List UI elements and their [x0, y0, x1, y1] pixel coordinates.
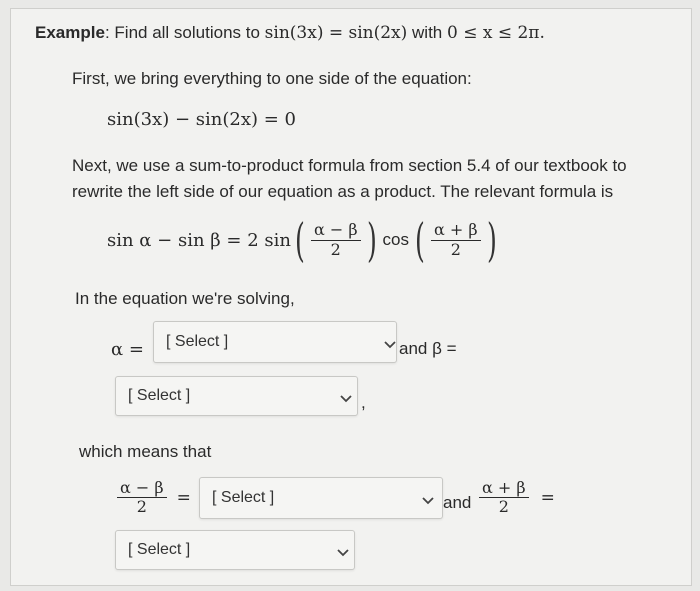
- half-diff-equals: =: [176, 487, 191, 508]
- formula-fraction-sum: [431, 221, 481, 259]
- half-sum-select[interactable]: [115, 530, 355, 570]
- and-beta-label: and β =: [399, 339, 457, 358]
- step1-equation: sin(3x) − sin(2x) = 0: [107, 109, 296, 130]
- example-with-text: with: [412, 23, 443, 42]
- example-equation: sin(3x) = sin(2x): [264, 23, 408, 43]
- question-panel: [10, 8, 692, 586]
- beta-select[interactable]: [115, 376, 358, 416]
- example-range: 0 ≤ x ≤ 2π.: [446, 23, 545, 43]
- formula-frac2-den: 2: [450, 239, 461, 259]
- half-sum-frac: [479, 479, 529, 517]
- half-diff-den: 2: [136, 497, 147, 517]
- example-prefix: Example: [35, 23, 105, 42]
- half-diff-fraction: [115, 479, 191, 517]
- half-sum-den: 2: [498, 497, 509, 517]
- chevron-down-icon: [337, 549, 349, 557]
- half-diff-num: α − β: [117, 479, 167, 498]
- sum-to-product-formula: [107, 213, 501, 267]
- formula-close-paren-2: ): [486, 213, 497, 267]
- solving-text: In the equation we're solving,: [75, 289, 295, 308]
- formula-open-paren-1: (: [295, 213, 305, 267]
- half-sum-fraction: [477, 479, 555, 517]
- step1-text: First, we bring everything to one side of the equation:: [72, 69, 472, 88]
- half-diff-select-value: [ Select ]: [212, 489, 275, 506]
- half-diff-frac: [117, 479, 167, 517]
- half-diff-select[interactable]: [199, 477, 443, 519]
- formula-fraction-diff: [311, 221, 361, 259]
- example-colon: :: [104, 23, 110, 42]
- formula-frac1-num: α − β: [311, 221, 361, 240]
- example-find-text: Find all solutions to: [114, 23, 260, 42]
- and-label: and: [443, 493, 472, 512]
- chevron-down-icon: [340, 395, 352, 403]
- formula-lhs: sin α − sin β = 2 sin: [107, 229, 291, 251]
- formula-cos: cos: [382, 230, 410, 249]
- half-sum-num: α + β: [479, 479, 529, 498]
- chevron-down-icon: [384, 341, 396, 349]
- formula-close-paren-1: ): [366, 213, 377, 267]
- alpha-select-value: [ Select ]: [166, 333, 229, 350]
- chevron-down-icon: [422, 497, 434, 505]
- beta-comma: ,: [361, 393, 366, 412]
- means-text: which means that: [79, 442, 212, 461]
- example-line: [35, 23, 545, 43]
- half-sum-select-value: [ Select ]: [128, 541, 191, 558]
- step2-line1: Next, we use a sum-to-product formula from section 5.4 of our textbook to: [72, 156, 627, 175]
- alpha-select[interactable]: [153, 321, 397, 363]
- formula-frac1-den: 2: [330, 239, 341, 259]
- formula-open-paren-2: (: [415, 213, 425, 267]
- alpha-label: α =: [111, 339, 144, 360]
- half-sum-equals: =: [540, 487, 555, 508]
- formula-frac2-num: α + β: [431, 221, 481, 240]
- step2-line2: rewrite the left side of our equation as a product. The relevant formula is: [72, 182, 614, 201]
- beta-select-value: [ Select ]: [128, 387, 191, 404]
